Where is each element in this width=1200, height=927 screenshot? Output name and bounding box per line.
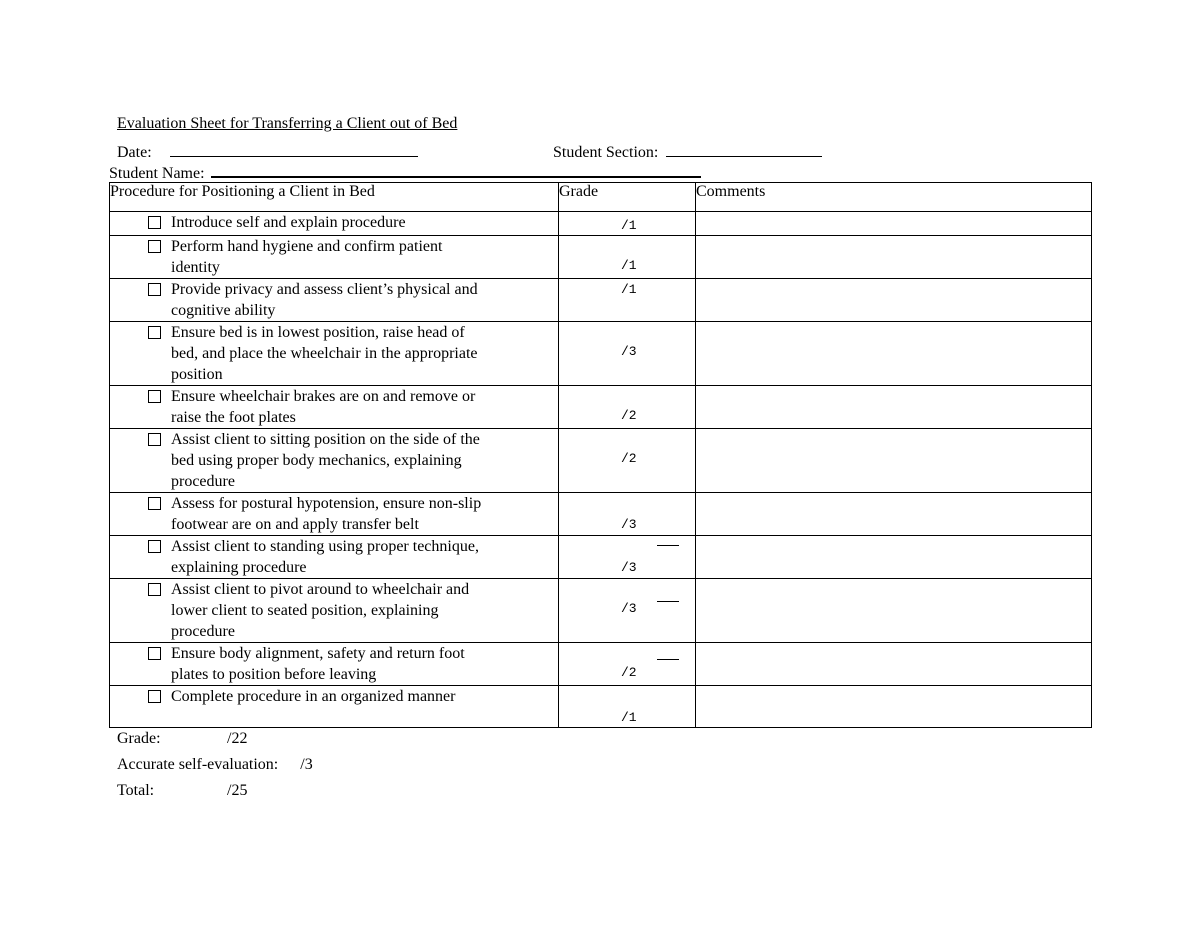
procedure-cell: [110, 322, 559, 386]
score-blank-line: [657, 545, 679, 546]
table-row: [110, 536, 1092, 579]
table-row: [110, 212, 1092, 236]
grade-cell[interactable]: [559, 322, 696, 386]
grade-cell[interactable]: [559, 686, 696, 728]
comments-cell[interactable]: [696, 536, 1092, 579]
procedure-text: [171, 279, 558, 321]
grade-summary: [117, 730, 248, 748]
table-row: [110, 279, 1092, 322]
date-field: [117, 142, 418, 162]
procedure-cell: [110, 686, 559, 728]
procedure-line: raise the foot plates: [171, 409, 296, 426]
procedure-line: Assist client to sitting position on the side of the: [171, 431, 480, 448]
comments-cell[interactable]: [696, 686, 1092, 728]
checkbox-icon[interactable]: [148, 216, 161, 229]
section-field: [553, 142, 822, 162]
procedure-text: [171, 322, 558, 385]
section-label: Student Section:: [553, 144, 659, 161]
table-row: [110, 643, 1092, 686]
self-eval-value: /3: [300, 756, 313, 773]
name-field: [109, 162, 701, 183]
checkbox-icon[interactable]: [148, 433, 161, 446]
checkbox-icon[interactable]: [148, 690, 161, 703]
checkbox-icon[interactable]: [148, 390, 161, 403]
comments-cell[interactable]: [696, 579, 1092, 643]
procedure-line: explaining procedure: [171, 559, 307, 576]
procedure-line: Ensure wheelchair brakes are on and remove or: [171, 388, 476, 405]
procedure-text: [171, 212, 558, 233]
header-comments: Comments: [696, 183, 1092, 212]
comments-cell[interactable]: [696, 322, 1092, 386]
table-row: [110, 429, 1092, 493]
self-eval-label: Accurate self-evaluation:: [117, 756, 279, 773]
procedure-cell: [110, 536, 559, 579]
procedure-cell: [110, 212, 559, 236]
procedure-text: [171, 429, 558, 492]
procedure-line: Introduce self and explain procedure: [171, 214, 406, 231]
comments-cell[interactable]: [696, 493, 1092, 536]
procedure-line: Assess for postural hypotension, ensure non-slip: [171, 495, 482, 512]
total-summary: [117, 782, 248, 800]
score-value: /2: [621, 408, 637, 423]
name-label: Student Name:: [109, 165, 205, 182]
procedure-line: Assist client to pivot around to wheelchair and: [171, 581, 470, 598]
date-label: Date:: [117, 144, 152, 161]
grade-label: Grade:: [117, 730, 161, 747]
score-value: /3: [621, 344, 637, 359]
score-value: /1: [621, 218, 637, 233]
procedure-line: identity: [171, 259, 220, 276]
comments-cell[interactable]: [696, 643, 1092, 686]
self-eval-summary: [117, 756, 313, 774]
grade-cell[interactable]: [559, 579, 696, 643]
procedure-line: plates to position before leaving: [171, 666, 377, 683]
procedure-line: bed using proper body mechanics, explaining: [171, 452, 462, 469]
procedure-cell: [110, 429, 559, 493]
comments-cell[interactable]: [696, 429, 1092, 493]
procedure-cell: [110, 386, 559, 429]
grade-cell[interactable]: [559, 493, 696, 536]
procedure-line: Perform hand hygiene and confirm patient: [171, 238, 443, 255]
procedure-cell: [110, 579, 559, 643]
score-value: /3: [621, 517, 637, 532]
grade-cell[interactable]: [559, 212, 696, 236]
comments-cell[interactable]: [696, 279, 1092, 322]
procedure-text: [171, 493, 558, 535]
procedure-text: [171, 236, 558, 278]
score-value: /1: [621, 710, 637, 725]
procedure-text: [171, 386, 558, 428]
grade-cell[interactable]: [559, 279, 696, 322]
procedure-line: Ensure bed is in lowest position, raise head of: [171, 324, 465, 341]
score-value: /1: [621, 258, 637, 273]
grade-value: /22: [227, 730, 248, 747]
procedure-line: procedure: [171, 623, 235, 640]
checkbox-icon[interactable]: [148, 240, 161, 253]
checkbox-icon[interactable]: [148, 497, 161, 510]
score-blank-line: [657, 659, 679, 660]
procedure-cell: [110, 493, 559, 536]
score-value: /3: [621, 601, 637, 616]
sheet-title: Evaluation Sheet for Transferring a Client out of Bed: [117, 115, 458, 132]
grade-cell[interactable]: [559, 429, 696, 493]
procedure-text: [171, 579, 558, 642]
checkbox-icon[interactable]: [148, 540, 161, 553]
procedure-cell: [110, 643, 559, 686]
procedure-line: procedure: [171, 473, 235, 490]
procedure-line: cognitive ability: [171, 302, 276, 319]
table-row: [110, 386, 1092, 429]
total-label: Total:: [117, 782, 155, 799]
procedure-line: Ensure body alignment, safety and return foot: [171, 645, 465, 662]
comments-cell[interactable]: [696, 386, 1092, 429]
checkbox-icon[interactable]: [148, 647, 161, 660]
procedure-line: lower client to seated position, explaining: [171, 602, 439, 619]
evaluation-table: [109, 182, 1092, 728]
header-grade: Grade: [559, 183, 696, 212]
grade-cell[interactable]: [559, 236, 696, 279]
date-blank: [170, 142, 418, 157]
name-blank: [211, 162, 701, 178]
header-procedure: Procedure for Positioning a Client in Bed: [110, 183, 559, 212]
procedure-line: footwear are on and apply transfer belt: [171, 516, 419, 533]
total-value: /25: [227, 782, 248, 799]
procedure-text: [171, 536, 558, 578]
score-value: /2: [621, 451, 637, 466]
score-value: /1: [621, 282, 637, 297]
procedure-text: [171, 643, 558, 685]
checkbox-icon[interactable]: [148, 326, 161, 339]
procedure-line: bed, and place the wheelchair in the appropriate: [171, 345, 478, 362]
procedure-line: Complete procedure in an organized manner: [171, 688, 456, 705]
table-row: [110, 579, 1092, 643]
checkbox-icon[interactable]: [148, 583, 161, 596]
table-row: [110, 493, 1092, 536]
procedure-line: Assist client to standing using proper technique,: [171, 538, 479, 555]
procedure-cell: [110, 279, 559, 322]
procedure-text: [171, 686, 558, 707]
grade-cell[interactable]: [559, 536, 696, 579]
grade-cell[interactable]: [559, 643, 696, 686]
score-value: /3: [621, 560, 637, 575]
section-blank: [666, 142, 822, 157]
comments-cell[interactable]: [696, 236, 1092, 279]
table-row: [110, 236, 1092, 279]
checkbox-icon[interactable]: [148, 283, 161, 296]
procedure-cell: [110, 236, 559, 279]
procedure-line: Provide privacy and assess client’s physical and: [171, 281, 478, 298]
score-blank-line: [657, 601, 679, 602]
table-row: [110, 322, 1092, 386]
grade-cell[interactable]: [559, 386, 696, 429]
comments-cell[interactable]: [696, 212, 1092, 236]
table-row: [110, 686, 1092, 728]
score-value: /2: [621, 665, 637, 680]
procedure-line: position: [171, 366, 223, 383]
